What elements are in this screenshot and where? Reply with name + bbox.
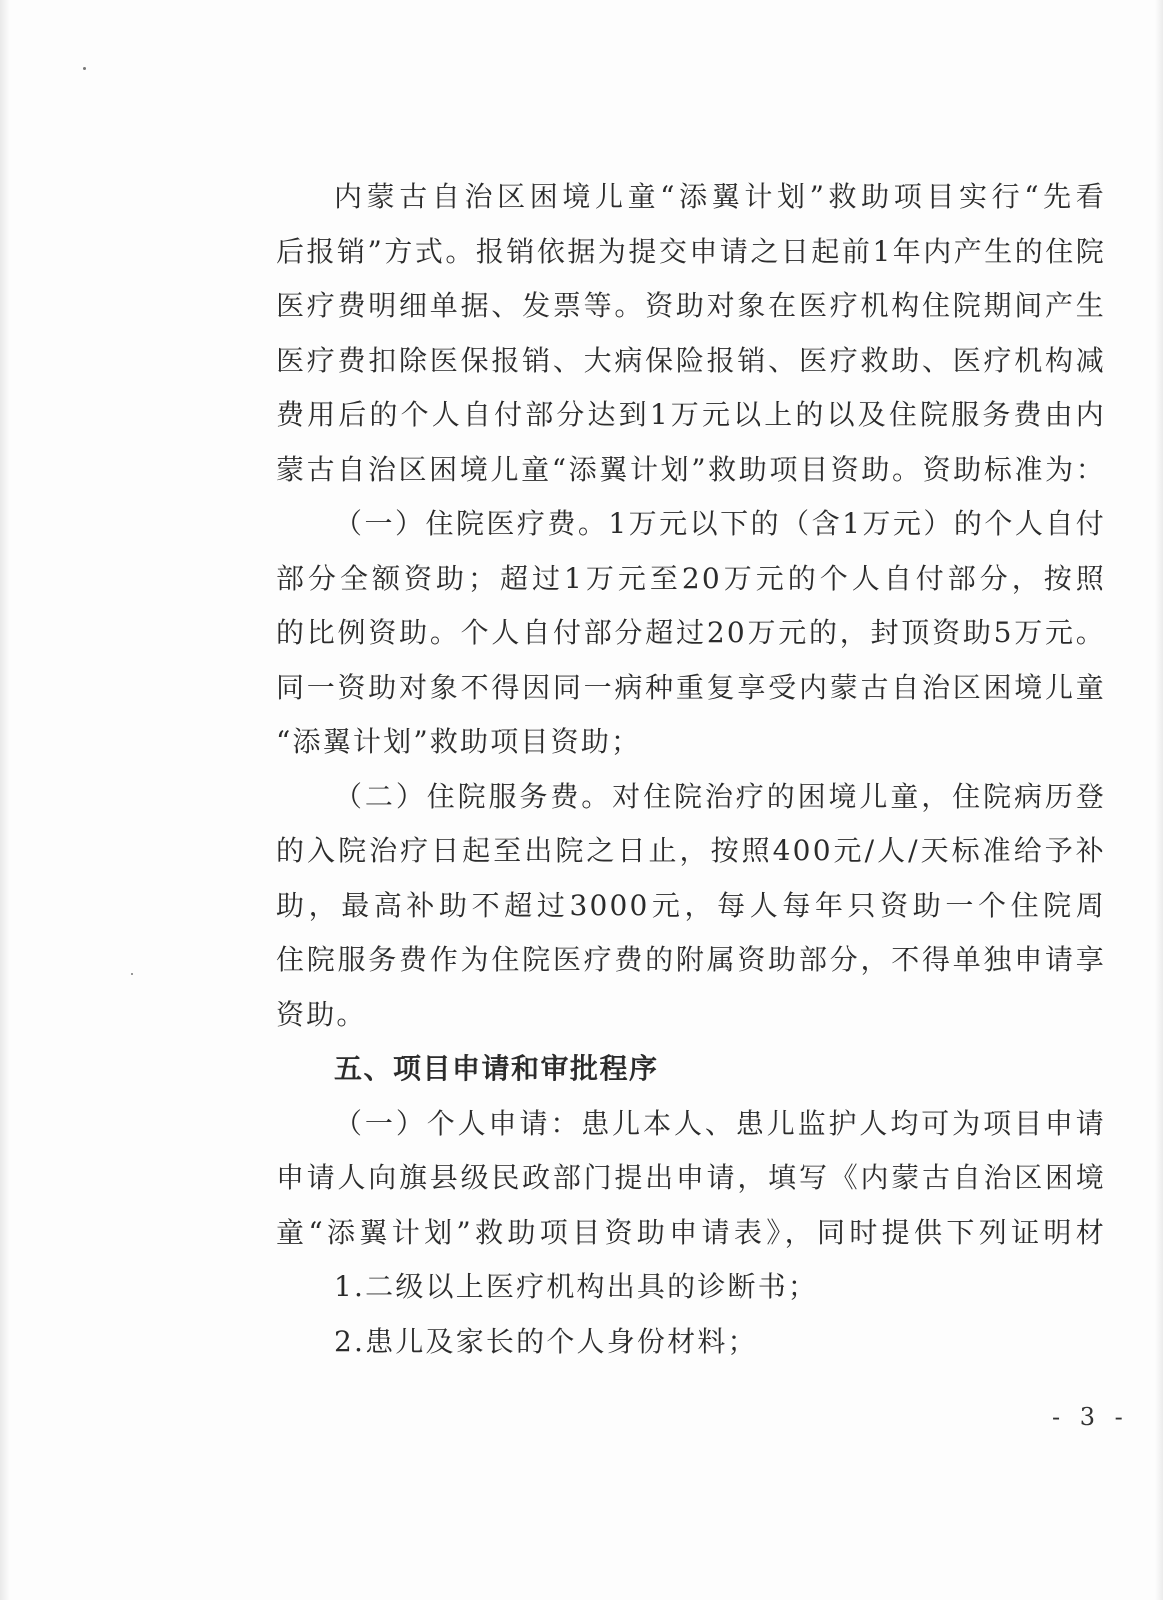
text-line: 助，最高补助不超过3000元，每人每年只资助一个住院周	[276, 888, 1106, 922]
text-line: （一）住院医疗费。1万元以下的（含1万元）的个人自付	[334, 507, 1106, 540]
scan-speck	[83, 67, 86, 70]
text-line: 的入院治疗日起至出院之日止，按照400元/人/天标准给予补	[276, 834, 1106, 867]
scan-edge-right	[1155, 0, 1163, 1600]
text-line: 费用后的个人自付部分达到1万元以上的以及住院服务费由内	[276, 398, 1106, 431]
text-line: 内蒙古自治区困境儿童“添翼计划”救助项目实行“先看	[334, 180, 1106, 213]
scan-edge-left	[0, 0, 10, 1600]
scan-speck	[131, 973, 133, 975]
text-line: 同一资助对象不得因同一病种重复享受内蒙古自治区困境儿童	[276, 670, 1106, 704]
document-body	[276, 170, 1106, 1369]
page-number: - 3 -	[1052, 1403, 1129, 1431]
text-line: 住院服务费作为住院医疗费的附属资助部分，不得单独申请享	[276, 943, 1106, 976]
text-line: 童“添翼计划”救助项目资助申请表》，同时提供下列证明材	[276, 1215, 1106, 1249]
text-line: 蒙古自治区困境儿童“添翼计划”救助项目资助。资助标准为：	[276, 452, 1106, 486]
list-item: 2.患儿及家长的个人身份材料；	[334, 1324, 758, 1358]
text-line: 资助。	[276, 997, 367, 1031]
text-line: 的比例资助。个人自付部分超过20万元的，封顶资助5万元。	[276, 616, 1106, 649]
text-line: （二）住院服务费。对住院治疗的困境儿童，住院病历登	[334, 779, 1106, 813]
list-item: 1.二级以上医疗机构出具的诊断书；	[334, 1270, 819, 1303]
text-line: 后报销”方式。报销依据为提交申请之日起前1年内产生的住院	[276, 234, 1106, 268]
text-line: 申请人向旗县级民政部门提出申请，填写《内蒙古自治区困境	[276, 1161, 1106, 1194]
text-line: 部分全额资助；超过1万元至20万元的个人自付部分，按照	[276, 561, 1106, 595]
text-line: 医疗费明细单据、发票等。资助对象在医疗机构住院期间产生	[276, 289, 1106, 322]
section-heading: 五、项目申请和审批程序	[334, 1052, 659, 1085]
text-line: （一）个人申请：患儿本人、患儿监护人均可为项目申请	[334, 1106, 1106, 1140]
text-line: 医疗费扣除医保报销、大病保险报销、医疗救助、医疗机构减	[276, 343, 1106, 377]
text-line: “添翼计划”救助项目资助；	[276, 725, 642, 758]
